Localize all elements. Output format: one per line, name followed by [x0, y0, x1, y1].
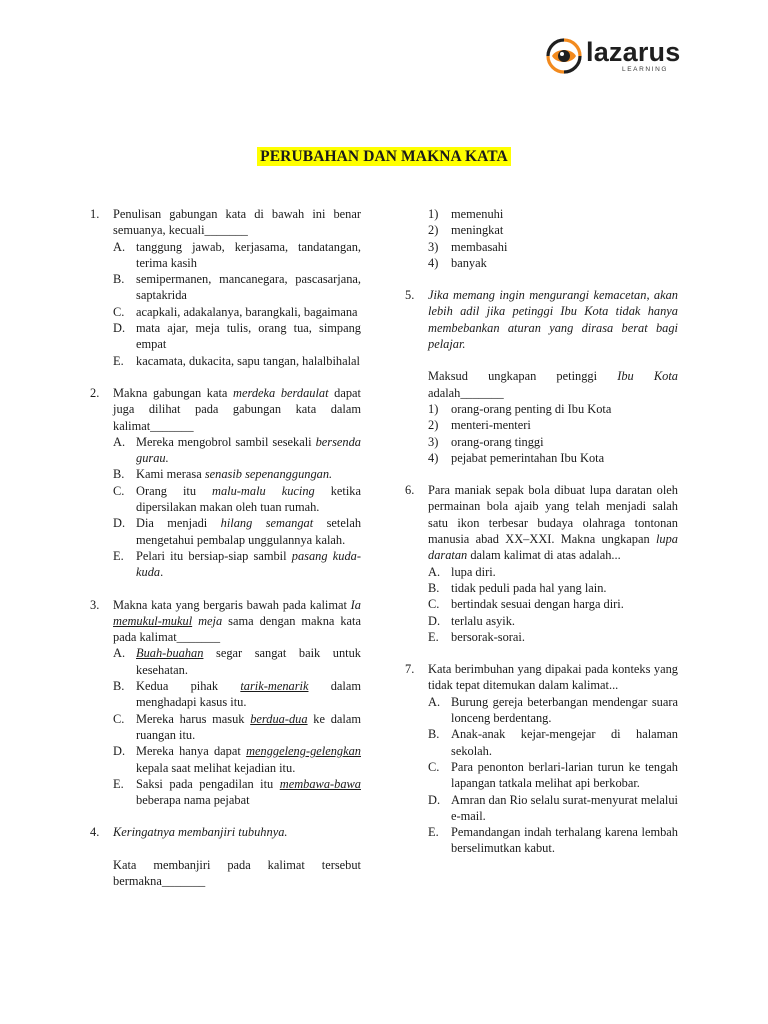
question-3	[90, 597, 361, 809]
question-7	[405, 661, 678, 857]
option-e: E. bersorak-sorai.	[428, 629, 525, 644]
option-d: D. Mereka hanya dapat menggeleng-gelengkan kepala saat melihat kejadian itu.	[113, 744, 361, 775]
logo-wordmark: lazarus	[586, 36, 681, 67]
question-text: Makna kata yang bergaris bawah pada kalimat Ia memukul-mukul meja sama dengan makna kata pada kalimat_______	[113, 597, 361, 645]
option-b: B. Anak-anak kejar-mengejar di halaman sekolah.	[428, 727, 678, 758]
question-number: 2.	[90, 385, 100, 400]
question-5	[405, 287, 678, 466]
option-list	[113, 239, 361, 369]
question-4-options	[405, 206, 678, 271]
logo-subtitle: LEARNING	[622, 65, 669, 73]
question-number: 1.	[90, 207, 100, 221]
option-d: D. mata ajar, meja tulis, orang tua, simpang empat	[113, 321, 361, 352]
option-c: C. Mereka harus masuk berdua-dua ke dalam ruangan itu.	[113, 711, 361, 742]
question-4	[90, 824, 361, 889]
option-d: D. terlalu asyik.	[428, 613, 515, 628]
right-column	[405, 206, 678, 857]
question-number: 3.	[90, 597, 100, 612]
option-e: E. Pemandangan indah terhalang karena lembah berselimutkan kabut.	[428, 825, 678, 856]
lazarus-logo	[546, 36, 680, 76]
option-4: 4) pejabat pemerintahan Ibu Kota	[428, 450, 605, 465]
option-a: A. Buah-buahan segar sangat baik untuk kesehatan.	[113, 646, 361, 677]
option-b: B. tidak peduli pada hal yang lain.	[428, 580, 607, 595]
question-number: 5.	[405, 288, 415, 303]
option-e: E. kacamata, dukacita, sapu tangan, halalbihalal	[113, 353, 360, 368]
option-a: A. Burung gereja beterbangan mendengar suara lonceng berdentang.	[428, 694, 678, 726]
question-text: Penulisan gabungan kata di bawah ini benar semuanya, kecuali_______	[113, 207, 361, 238]
question-text: Makna gabungan kata merdeka berdaulat dapat juga dilihat pada gabungan kata dalam kalimat_______	[113, 385, 361, 433]
question-6	[405, 482, 678, 645]
question-number: 7.	[405, 662, 415, 677]
question-sentence: Keringatnya membanjiri tubuhnya.	[113, 825, 288, 840]
option-c: C. Para penonton berlari-larian turun ke tengah lapangan tatkala melihat api berkobar.	[428, 759, 678, 791]
option-c: C. Orang itu malu-malu kucing ketika dipersilakan makan oleh tuan rumah.	[113, 483, 361, 515]
lazarus-logo-icon	[546, 38, 582, 74]
option-b: B. semipermanen, mancanegara, pascasarjana, saptakrida	[113, 272, 361, 303]
question-number: 4.	[90, 825, 100, 840]
option-3: 3) membasahi	[428, 239, 508, 254]
option-list	[113, 434, 361, 581]
option-c: C. bertindak sesuai dengan harga diri.	[428, 597, 624, 612]
option-list	[428, 401, 678, 466]
title-wrap	[0, 148, 768, 166]
option-4: 4) banyak	[428, 255, 487, 270]
page-title: PERUBAHAN DAN MAKNA KATA	[257, 147, 511, 166]
option-a: A. tanggung jawab, kerjasama, tandatangan, terima kasih	[113, 239, 361, 270]
option-list	[428, 694, 678, 857]
option-d: D. Amran dan Rio selalu surat-menyurat melalui e-mail.	[428, 792, 678, 823]
option-b: B. Kedua pihak tarik-menarik dalam menghadapi kasus itu.	[113, 679, 361, 710]
question-number: 6.	[405, 483, 415, 498]
option-2: 2) meningkat	[428, 223, 504, 238]
question-text: Para maniak sepak bola dibuat lupa daratan oleh permainan bola ajaib yang telah menjadi salah satu ikon terbesar budaya olahraga tontonan manusia abad XX–XXI. Makna ungkapan lupa daratan dalam kalimat di atas adalah...	[428, 483, 678, 563]
question-1	[90, 206, 361, 369]
option-c: C. acapkali, adakalanya, barangkali, bagaimana	[113, 304, 358, 319]
option-3: 3) orang-orang tinggi	[428, 434, 544, 449]
left-column	[90, 206, 361, 889]
question-text: Maksud ungkapan petinggi Ibu Kota adalah_______	[428, 369, 679, 400]
question-text: Kata membanjiri pada kalimat tersebut bermakna_______	[113, 857, 361, 888]
option-2: 2) menteri-menteri	[428, 418, 531, 433]
question-2	[90, 385, 361, 581]
option-e: E. Pelari itu bersiap-siap sambil pasang kuda-kuda.	[113, 548, 361, 580]
option-a: A. Mereka mengobrol sambil sesekali bersenda gurau.	[113, 434, 361, 466]
option-d: D. Dia menjadi hilang semangat setelah mengetahui pembalap unggulannya kalah.	[113, 516, 362, 547]
question-text: Kata berimbuhan yang dipakai pada konteks yang tidak tepat ditemukan dalam kalimat...	[428, 662, 678, 693]
option-e: E. Saksi pada pengadilan itu membawa-bawa beberapa nama pejabat	[113, 776, 361, 808]
option-list	[428, 564, 678, 645]
option-1: 1) orang-orang penting di Ibu Kota	[428, 401, 612, 416]
option-a: A. lupa diri.	[428, 564, 496, 579]
option-b: B. Kami merasa senasib sepenanggungan.	[113, 467, 333, 482]
option-1: 1) memenuhi	[428, 207, 504, 221]
option-list	[113, 645, 361, 808]
question-sentence: Jika memang ingin mengurangi kemacetan, akan lebih adil jika petinggi Ibu Kota tidak hanya membebankan aturan yang dirasa berat bagi pelajar.	[428, 288, 678, 352]
